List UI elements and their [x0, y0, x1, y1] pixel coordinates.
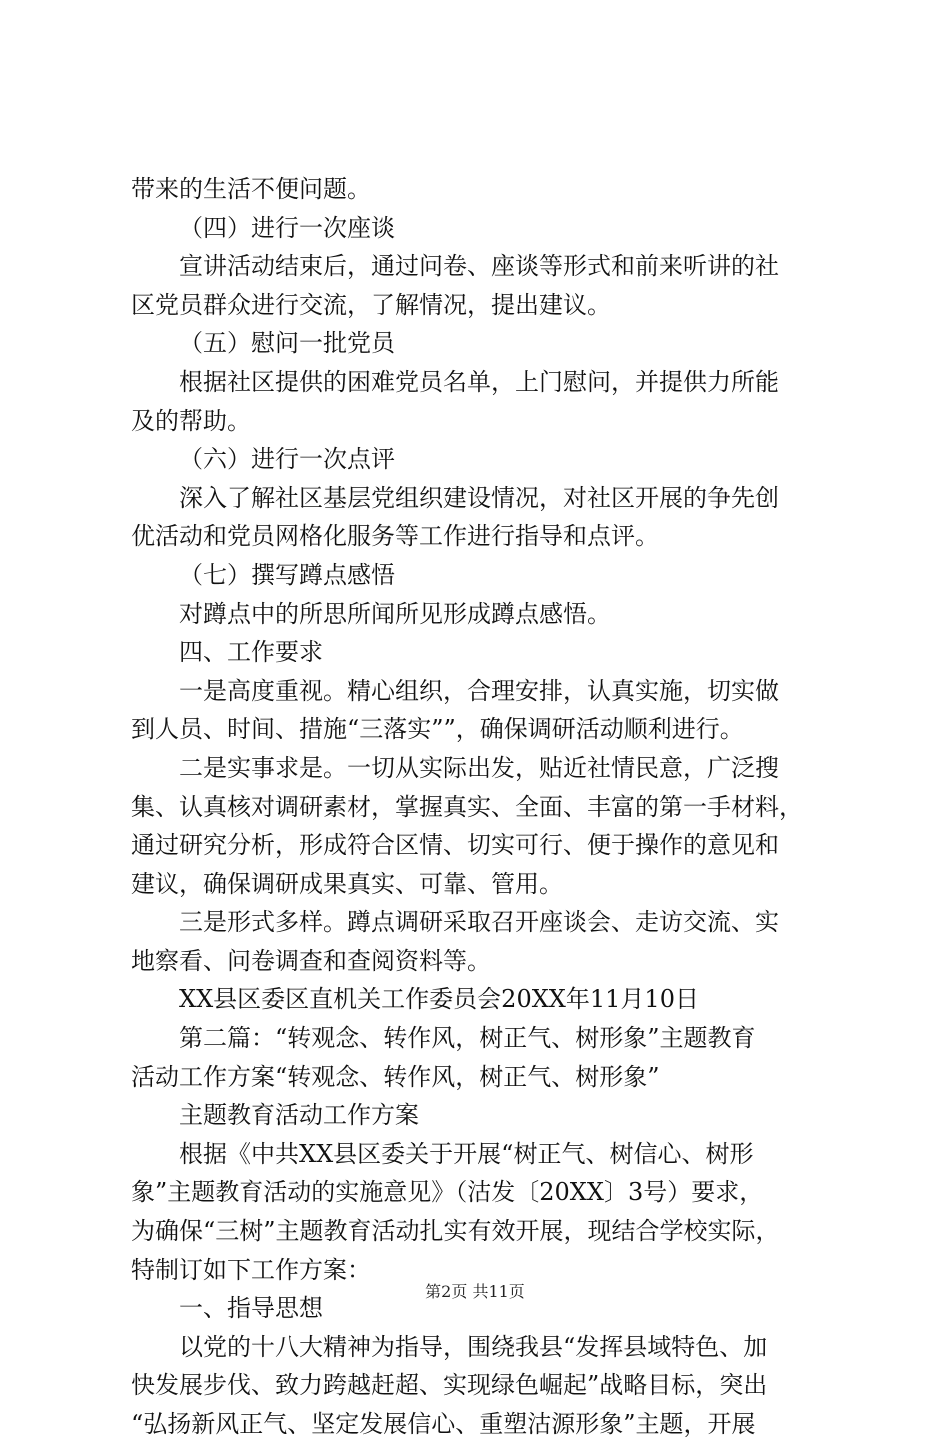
text-line: （四）进行一次座谈: [179, 213, 395, 242]
text-line: 地察看、问卷调查和查阅资料等。: [131, 946, 491, 975]
text-line: 主题教育活动工作方案: [179, 1101, 419, 1130]
text-line: 及的帮助。: [131, 406, 251, 435]
text-line: “弘扬新风正气、坚定发展信心、重塑沽源形象”主题，开展: [131, 1410, 756, 1438]
text-line: 特制订如下工作方案：: [131, 1255, 371, 1284]
text-line: 四、工作要求: [179, 638, 323, 667]
text-line: 对蹲点中的所思所闻所见形成蹲点感悟。: [179, 599, 611, 628]
text-line: 快发展步伐、致力跨越赶超、实现绿色崛起”战略目标，突出: [131, 1371, 768, 1400]
text-line: 以党的十八大精神为指导，围绕我县“发挥县域特色、加: [179, 1332, 768, 1361]
page-number-footer: 第2页 共11页: [425, 1282, 525, 1301]
text-line: 象”主题教育活动的实施意见》（沽发〔20XX〕3号）要求，: [131, 1178, 764, 1207]
text-line: 根据《中共XX县区委关于开展“树正气、树信心、树形: [179, 1139, 754, 1168]
text-line: 优活动和党员网格化服务等工作进行指导和点评。: [131, 522, 659, 551]
text-line: 集、认真核对调研素材，掌握真实、全面、丰富的第一手材料，: [131, 792, 803, 821]
text-line: 到人员、时间、措施“三落实””，确保调研活动顺利进行。: [131, 715, 744, 744]
text-line: 深入了解社区基层党组织建设情况，对社区开展的争先创: [179, 483, 779, 512]
text-line: 带来的生活不便问题。: [131, 175, 371, 203]
text-line: 通过研究分析，形成符合区情、切实可行、便于操作的意见和: [131, 831, 779, 860]
text-line: （六）进行一次点评: [179, 445, 395, 474]
text-line: 为确保“三树”主题教育活动扎实有效开展，现结合学校实际，: [131, 1217, 780, 1246]
text-line: （七）撰写蹲点感悟: [179, 560, 395, 589]
text-line: 二是实事求是。一切从实际出发，贴近社情民意，广泛搜: [179, 753, 779, 782]
text-line: 根据社区提供的困难党员名单，上门慰问，并提供力所能: [179, 367, 779, 396]
text-line: 活动工作方案“转观念、转作风，树正气、树形象”: [131, 1062, 660, 1091]
text-line: 一是高度重视。精心组织，合理安排，认真实施，切实做: [179, 676, 779, 705]
text-line: （五）慰问一批党员: [179, 329, 395, 358]
text-line: 一、指导思想: [179, 1294, 323, 1323]
text-line: 建议，确保调研成果真实、可靠、管用。: [131, 869, 563, 898]
text-line: 区党员群众进行交流，了解情况，提出建议。: [131, 290, 611, 319]
text-line: 第二篇：“转观念、转作风，树正气、树形象”主题教育: [179, 1024, 756, 1053]
text-line: 宣讲活动结束后，通过问卷、座谈等形式和前来听讲的社: [179, 252, 779, 281]
text-line: XX县区委区直机关工作委员会20XX年11月10日: [179, 985, 699, 1014]
document-body: [131, 170, 841, 1444]
text-line: 三是形式多样。蹲点调研采取召开座谈会、走访交流、实: [179, 908, 779, 937]
